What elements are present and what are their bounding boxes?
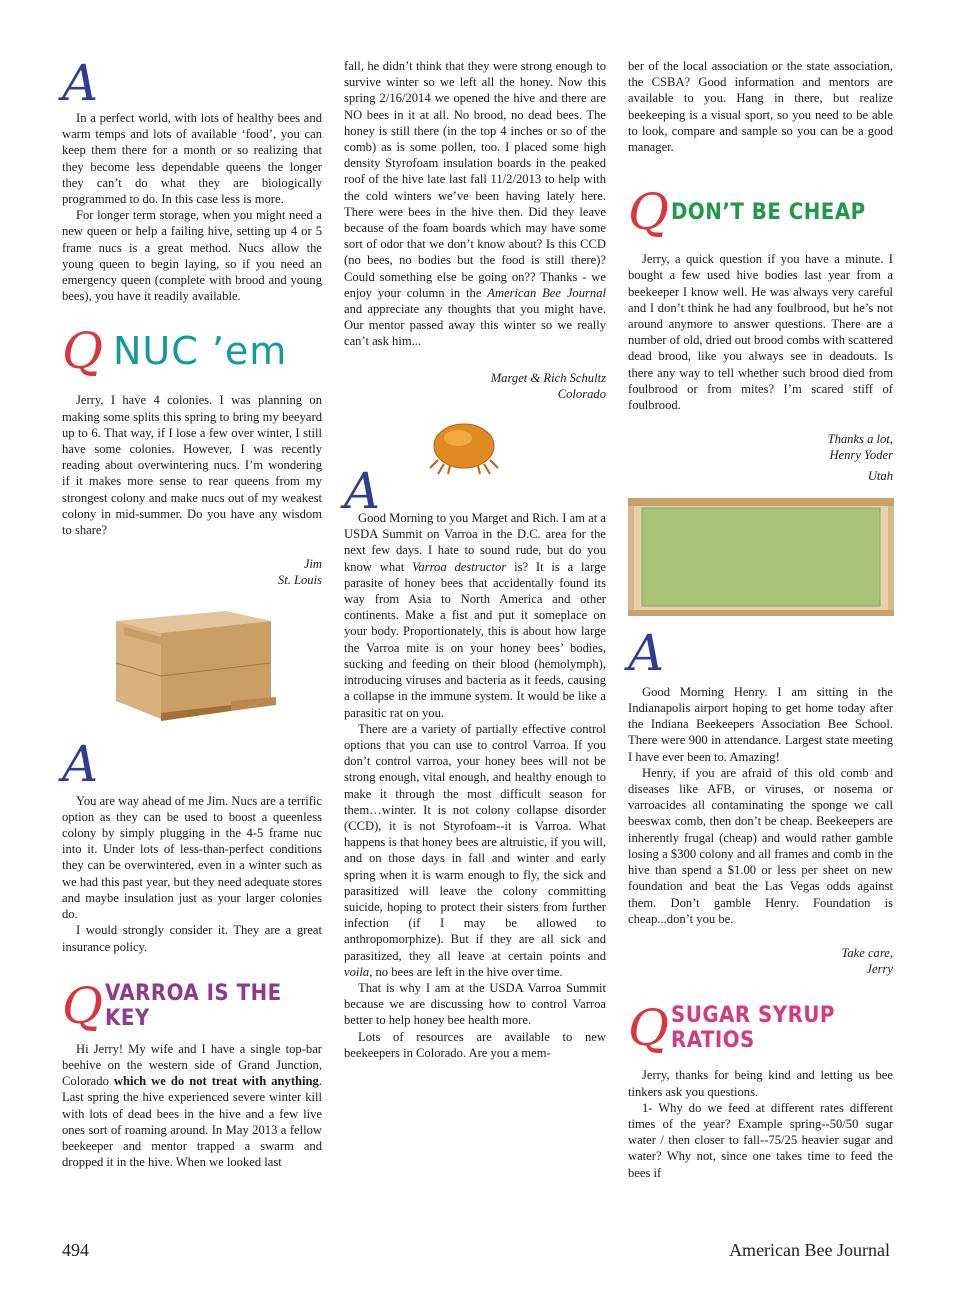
section-title-varroa: VARROA IS THE KEY <box>105 980 282 1031</box>
question-paragraph: 1- Why do we feed at different rates different times of the year? Example spring--50/50 sugar water / then closer to fall--75/25 heavier sugar and water? Why not, since one takes time to feed the bees if <box>628 1100 893 1180</box>
page-number: 494 <box>62 1240 89 1260</box>
text-run: fall, he didn’t think that they were strong enough to survive winter so we left all the honey. Now this spring 2/16/2014 we opened the hive and there are NO bees in it at all. No brood, no dead bees. The honey is still there (in the top 4 inches or so of the comb) as is some pollen, too. I placed some high density Styrofoam insulation boards in the peaked roof of the hive late last fall 11/2/2013 to help with the cold winters we’ve been having lately here. There were bees in the hive then. Did they leave because of the foam boards which may have some sort of odor that we don’t know about? Is this CCD (no bees, no bodies but the food is still there)? Could something else be going on?? Thanks - we enjoy your column in the <box>344 59 606 300</box>
text-run: . Last spring the hive experienced severe winter kill with lots of dead bees in the hive and a few live ones sort of roaming around. In May 2013 a fellow beekeeper and mentor trapped a swarm and dropped it in the hive. When we looked last <box>62 1074 322 1170</box>
question-glyph: Q <box>628 999 669 1058</box>
signature-name: Marget & Rich Schultz <box>490 370 606 385</box>
question-glyph: Q <box>62 322 103 381</box>
answer-paragraph: You are way ahead of me Jim. Nucs are a terrific option as they can be used to boost a queenless colony by simply plugging in the 4-5 frame nuc into it. Under lots of less-than-perfect conditions they can be overwintered, even in a winter such as we had this past year, but they need adequate stores and maybe insulation just as your larger colonies do. <box>62 793 322 922</box>
signature-name: Jerry <box>866 962 893 977</box>
text-run: Hi Jerry! My wife and I have a single top-bar beehive on the western side of Grand Junction, Colorado <box>62 1041 322 1089</box>
italic-text-run: voila <box>344 964 370 979</box>
italic-text-run: Varroa destructor <box>412 559 507 574</box>
signature-place: Utah <box>867 468 893 483</box>
answer-paragraph <box>344 510 606 721</box>
question-heading-cheap <box>628 183 893 242</box>
section-title-sugar: SUGAR SYRUP RATIOS <box>671 1003 835 1054</box>
section-title-cheap: DON’T BE CHEAP <box>671 199 866 225</box>
text-run: , no bees are left in the hive over time. <box>369 964 563 979</box>
answer-paragraph <box>344 721 606 980</box>
answer-paragraph: In a perfect world, with lots of healthy bees and warm temps and lots of available ‘food’, you can keep them there for a month or so realizing that they become less dependable queens the longer they can’t do what they are biologically programmed to do. In this case less is more. <box>62 111 322 207</box>
answer-paragraph: I would strongly consider it. They are a great insurance policy. <box>62 923 322 954</box>
text-run: is? It is a large parasite of honey bees that accidentally found its way from Asia to North America and other continents. Make a fist and put it someplace on your body. Proportionately, this is about how large the Varroa mite is on your honey bees’ bodies, sucking and feeding on their blood (hemolymph), introducing viruses and bacteria as it feeds, causing a collapse in the immune system. It would be like a parasitic rat on you. <box>344 559 606 720</box>
signature-greeting: Thanks a lot, <box>827 432 893 447</box>
varroa-mite-image <box>428 416 500 476</box>
italic-text-run: American Bee Journal <box>487 285 606 300</box>
answer-paragraph-continued: ber of the local association or the state association, the CSBA? Good information and mentors are available to you. Hang in there, but realize beekeeping is a visual sport, so you need to be able to look, compare and sample so you can be a good manager. <box>628 59 893 155</box>
question-glyph: Q <box>62 976 103 1035</box>
answer-paragraph: Henry, if you are afraid of this old comb and diseases like AFB, or viruses, or nosema or varroacides all contaminating the sponge we call beeswax comb, then don’t be cheap. Beekeepers are inherently frugal (cheap) and would rather gamble losing a $300 colony and all frames and comb in the hive than spend a $1.00 or less per sheet on new foundation and beat the Las Vegas odds against them. Don’t gamble Henry. Foundation is cheap...don’t you be. <box>628 765 893 926</box>
text-run: There are a variety of partially effective control options that you can use to control Varroa. If you don’t control varroa, your honey bees will not be strong enough, vital enough, and healthy enough to make it through the most difficult season for them…winter. It is not colony collapse disorder (CCD), it is not Styrofoam--it is Varroa. What happens is that honey bees are altruistic, if you will, and on those days in fall and winter and early spring when it is warm enough to fly, the sick and parasitized will leave the colony committing suicide, hoping to protect their sisters from further infection (if I may be allowed to anthropomorphize). But if they are all sick and parasitized, they all leave at certain points and <box>344 721 606 963</box>
signature-name: Henry Yoder <box>829 448 893 463</box>
question-paragraph <box>62 1041 322 1171</box>
question-paragraph-continued <box>344 58 606 350</box>
answer-glyph: A <box>62 734 99 793</box>
varroa-answer-header <box>344 402 606 521</box>
answer-paragraph: Lots of resources are available to new beekeepers in Colorado. Are you a mem- <box>344 1029 606 1060</box>
signature-place: St. Louis <box>277 573 322 588</box>
question-paragraph: Jerry, a quick question if you have a minute. I bought a few used hive bodies last year from a beekeeper I know well. He was always very careful and I don’t think he had any foulbrood, but he’s not around anymore to answer questions. There are a number of old, dried out brood combs with scattered dead brood, like you always see in deadouts. Is there any way to tell whether such brood died from foulbrood or from mites? I’m scared stiff of foulbrood. <box>628 252 893 413</box>
text-run: and appreciate any thoughts that you might have. Our mentor passed away this winter so we really can’t ask him... <box>344 302 606 349</box>
answer-paragraph: That is why I am at the USDA Varroa Summit because we are discussing how to control Varroa better to help honey bee health more. <box>344 980 606 1028</box>
text-run: Good Morning to you Marget and Rich. I am at a USDA Summit on Varroa in the D.C. area for the next few days. I hate to sound rude, but do you know what <box>344 511 606 574</box>
question-paragraph: Jerry, thanks for being kind and letting us bee tinkers ask you questions. <box>628 1068 893 1099</box>
signature <box>344 370 606 402</box>
bold-text-run: which we do not treat with anything <box>113 1074 319 1089</box>
nuc-box-image <box>106 601 276 731</box>
signature-place: Colorado <box>557 386 606 401</box>
question-heading-nuc <box>62 322 322 381</box>
answer-glyph: A <box>628 623 665 682</box>
section-title-nuc: NUC ’em <box>113 329 288 374</box>
answer-glyph: A <box>344 462 381 521</box>
signature-name: Jim <box>303 557 322 572</box>
column-1 <box>62 54 322 1170</box>
question-heading-varroa <box>62 976 322 1035</box>
signature <box>62 556 322 588</box>
column-2 <box>344 58 606 1061</box>
answer-paragraph: Good Morning Henry. I am sitting in the Indianapolis airport hoping to get home today after the Indiana Beekeepers Association Bee School. There were 900 in attendance. Largest state meeting I have ever been to. Amazing! <box>628 684 893 764</box>
signature <box>628 431 893 484</box>
signature-greeting: Take care, <box>841 945 893 960</box>
column-3 <box>628 58 893 1181</box>
question-glyph: Q <box>628 183 669 242</box>
journal-name: American Bee Journal <box>729 1240 890 1260</box>
signature <box>628 945 893 977</box>
answer-paragraph: For longer term storage, when you might need a new queen or help a failing hive, setting up 4 or 5 frame nucs is a great method. Nucs allow the young queen to begin laying, so if you need an emergency queen (complete with brood and young bees), you have it readily available. <box>62 208 322 304</box>
question-heading-sugar <box>628 999 893 1058</box>
foundation-frame-image <box>628 494 894 622</box>
answer-glyph: A <box>62 54 99 112</box>
question-paragraph: Jerry, I have 4 colonies. I was planning on making some splits this spring to bring my beeyard up to 6. That way, if I lose a few over winter, I still have some colonies. However, I was recently reading about overwintering nucs. I’m wondering if it makes more sense to rear queens from my strongest colony and make nucs out of my weakest colony in mid-summer. Do you have any wisdom to share? <box>62 393 322 538</box>
